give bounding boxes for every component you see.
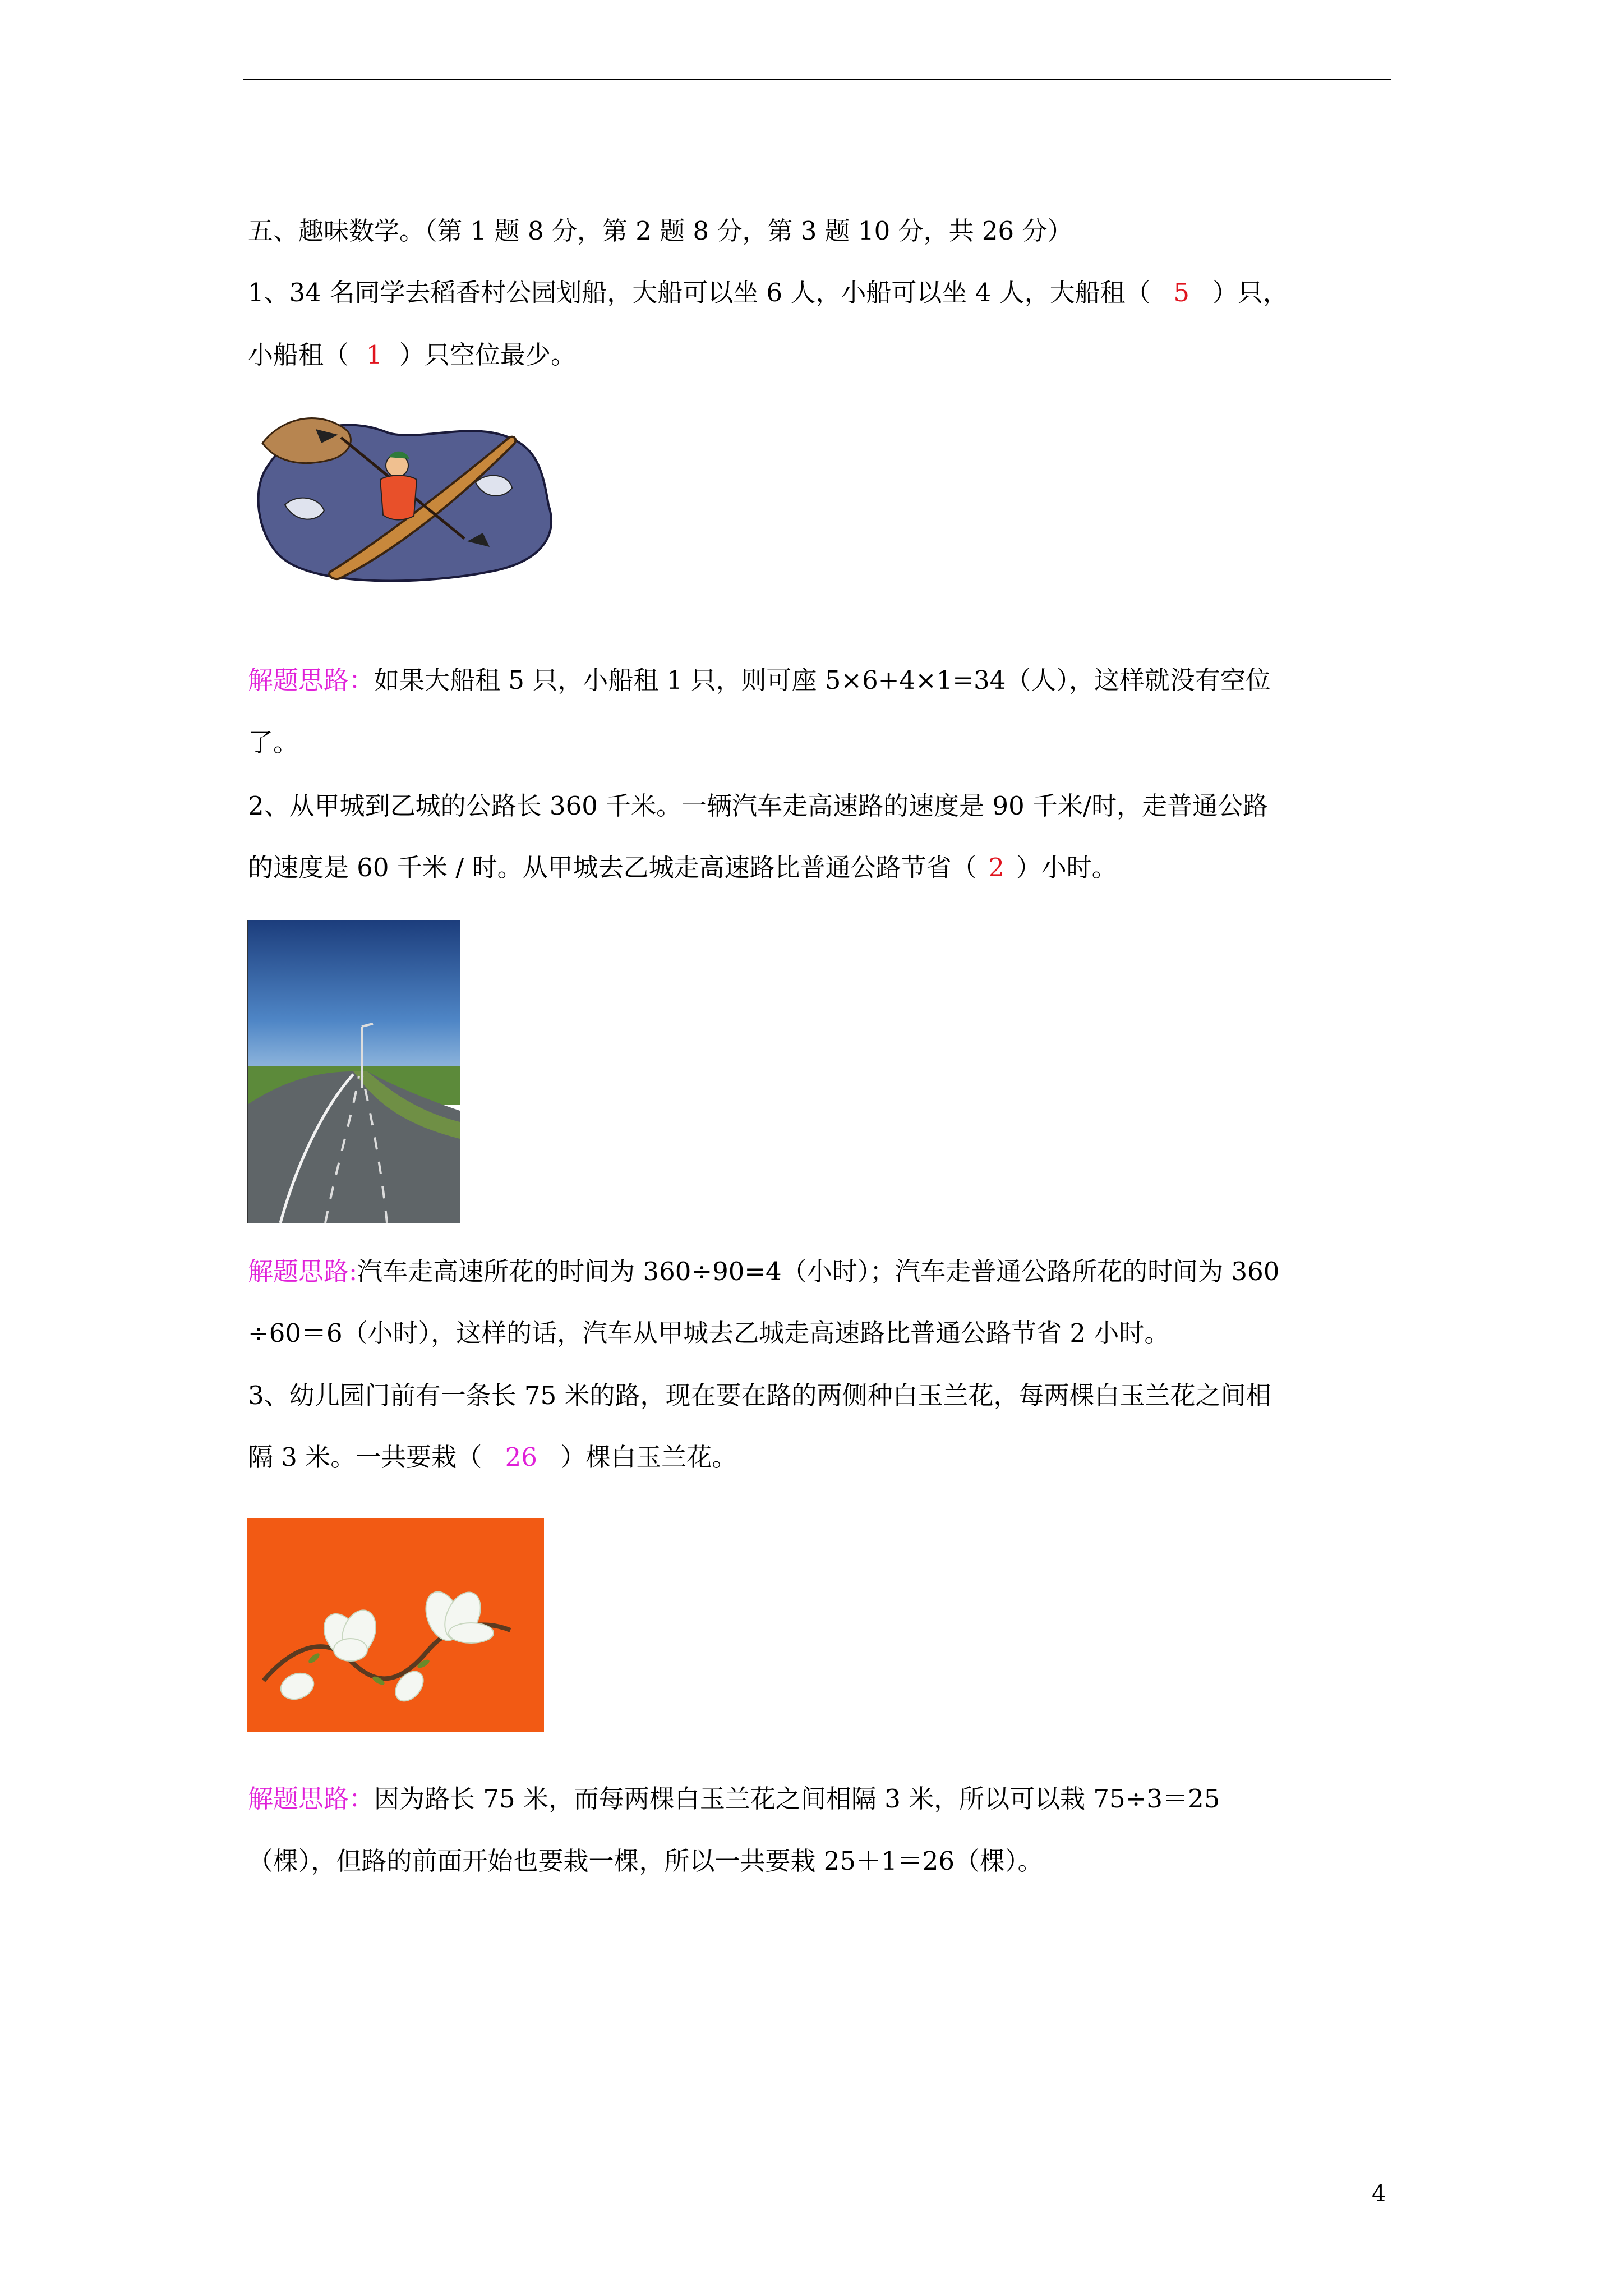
q1-answer-big: 5 [1173,278,1189,307]
q2-solution-line2: ÷60＝6（小时），这样的话，汽车从甲城去乙城走高速路比普通公路节省 2 小时。 [248,1318,1170,1348]
q1-text: 1、34 名同学去稻香村公园划船，大船可以坐 6 人，小船可以坐 4 人，大船租（ [248,278,1151,307]
q3-solution-text: 因为路长 75 米，而每两棵白玉兰花之间相隔 3 米，所以可以栽 75÷3＝25 [374,1784,1220,1814]
q2-text2: 的速度是 60 千米 / 时。从甲城去乙城走高速路比普通公路节省（ [248,853,977,882]
header-rule [243,79,1391,80]
q1-answer-small: 1 [366,340,382,370]
highway-photo [247,920,460,1223]
q1-solution-line2: 了。 [248,728,299,757]
q3-solution-line1 [248,1782,1220,1816]
q3-line2 [248,1441,737,1474]
q1-solution-line1 [248,664,1271,697]
magnolia-photo [247,1518,544,1732]
q3-text2: 隔 3 米。一共要栽（ [248,1442,482,1472]
kayak-illustration [246,404,560,589]
section-title: 五、趣味数学。（第 1 题 8 分，第 2 题 8 分，第 3 题 10 分，共 26 分） [248,216,1073,246]
q1-tail: ）只， [1212,278,1288,307]
q2-tail: ）小时。 [1016,853,1117,882]
q2-line2 [248,851,1117,885]
q1-line1 [248,276,1288,310]
page-number: 4 [1372,2181,1386,2207]
q1-solution-text: 如果大船租 5 只，小船租 1 只，则可座 5×6+4×1=34（人），这样就没有空位 [374,665,1271,695]
q1-tail2: ）只空位最少。 [399,340,577,370]
q2-line1: 2、从甲城到乙城的公路长 360 千米。一辆汽车走高速路的速度是 90 千米/时，走普通公路 [248,791,1269,821]
q1-line2 [248,338,576,372]
q3-line1: 3、幼儿园门前有一条长 75 米的路，现在要在路的两侧种白玉兰花，每两棵白玉兰花之间相 [248,1381,1271,1410]
q2-answer: 2 [988,853,1004,882]
q3-solution-line2: （棵），但路的前面开始也要栽一棵，所以一共要栽 25＋1＝26（棵）。 [248,1846,1043,1876]
q1-solution-label: 解题思路： [248,665,375,695]
q2-solution-text: 汽车走高速所花的时间为 360÷90=4（小时）；汽车走普通公路所花的时间为 360 [357,1257,1280,1286]
q1-text2: 小船租（ [248,340,349,370]
q2-solution-line1 [248,1255,1279,1289]
q3-answer: 26 [505,1442,537,1472]
q3-tail: ）棵白玉兰花。 [560,1442,737,1472]
q3-solution-label: 解题思路： [248,1784,375,1814]
q2-solution-label: 解题思路: [248,1257,358,1286]
